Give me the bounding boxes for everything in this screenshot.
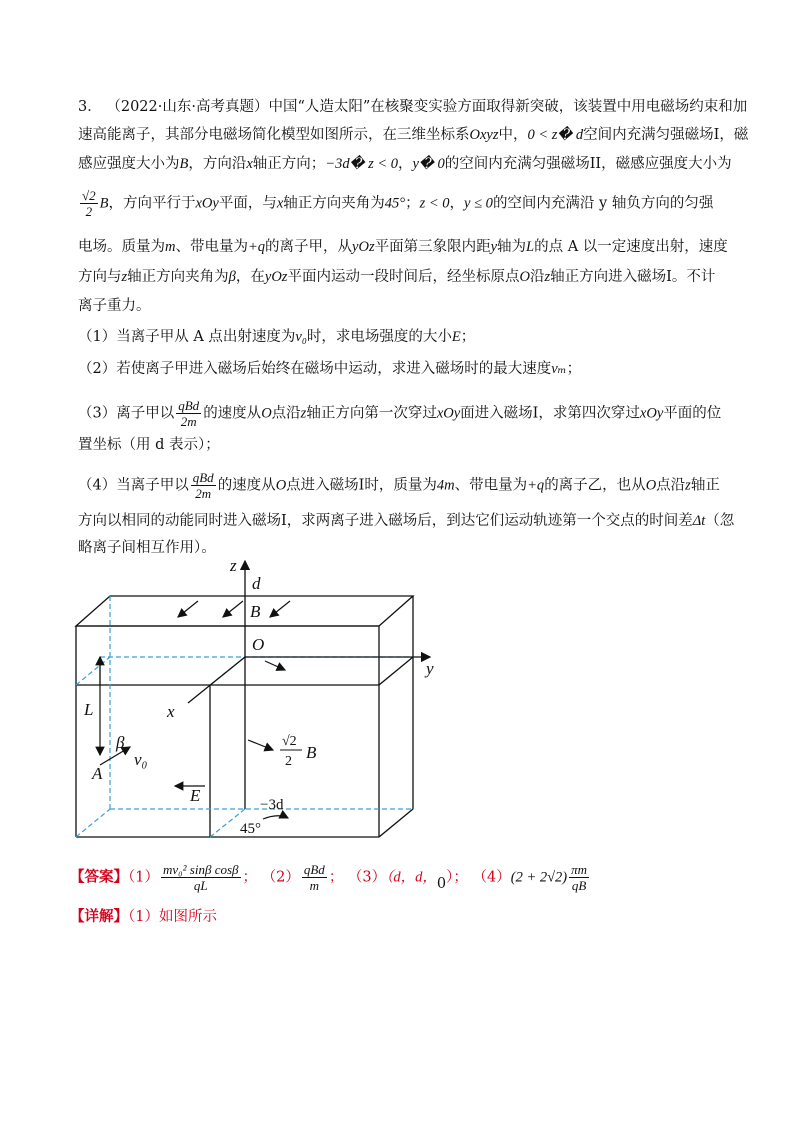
text: 空间内充满匀强磁场I，磁 bbox=[583, 127, 749, 143]
math: O bbox=[275, 477, 287, 494]
label-A: A bbox=[92, 764, 103, 783]
question-line-4 bbox=[78, 188, 713, 219]
math: y ≤ 0 bbox=[464, 195, 493, 212]
numerator: mv₀² sinβ cosβ bbox=[162, 862, 239, 877]
answer-2-fraction bbox=[302, 862, 327, 893]
math: E bbox=[451, 329, 461, 345]
question-line-6 bbox=[78, 266, 715, 288]
answer-3-label: （3） bbox=[347, 869, 387, 886]
answer-4-label: （4） bbox=[472, 869, 511, 886]
answer-3-zero: 0 bbox=[436, 875, 447, 892]
question-line-2 bbox=[78, 124, 748, 146]
answer-1-label: （1） bbox=[128, 869, 159, 886]
math: z bbox=[685, 477, 691, 494]
text: 平面的位 bbox=[663, 405, 722, 422]
detail-label: 【详解】 bbox=[70, 908, 128, 925]
text: 离子重力。 bbox=[78, 298, 151, 314]
text: 感应强度大小为 bbox=[78, 156, 180, 172]
math: Oxyz bbox=[469, 127, 499, 143]
text: 的离子甲，从 bbox=[265, 239, 353, 255]
text: 时，求电场强度的大小 bbox=[306, 329, 452, 345]
text: 轴正方向夹角为 bbox=[283, 195, 385, 212]
math: z bbox=[300, 405, 307, 422]
detail-text: （1）如图所示 bbox=[128, 909, 217, 925]
denominator: qL bbox=[193, 878, 208, 893]
math: +q bbox=[247, 239, 266, 255]
part-1 bbox=[78, 326, 475, 348]
numerator: √2 bbox=[82, 188, 96, 203]
math: m bbox=[165, 239, 176, 255]
math: z bbox=[121, 269, 128, 285]
text: ，在 bbox=[235, 269, 265, 285]
text: 的速度从 bbox=[203, 405, 262, 422]
text: ； bbox=[405, 195, 420, 212]
math: O bbox=[645, 477, 657, 494]
part-4 bbox=[78, 470, 720, 501]
text: （4）当离子甲以 bbox=[78, 477, 189, 494]
text: 点沿 bbox=[271, 405, 301, 422]
question-source: （2022·山东·高考真题） bbox=[106, 99, 269, 115]
text: 轴正方向第一次穿过 bbox=[306, 405, 437, 422]
math: Δt bbox=[692, 513, 706, 529]
part-2 bbox=[78, 358, 581, 380]
math: +q bbox=[527, 477, 545, 494]
math: O bbox=[519, 269, 530, 285]
text: 的空间内充满沿 y 轴负方向的匀强 bbox=[492, 195, 714, 212]
sep: ）； bbox=[446, 869, 468, 886]
math: L bbox=[526, 239, 535, 255]
math: y bbox=[490, 239, 498, 255]
math: O bbox=[261, 405, 272, 422]
answer-4-value: (2 + 2√2) bbox=[510, 869, 568, 886]
text: （2）若使离子甲进入磁场后始终在磁场中运动，求进入磁场时的最大速度 bbox=[78, 361, 552, 377]
math: z bbox=[544, 269, 551, 285]
question-line-5 bbox=[78, 236, 728, 258]
text: 速高能离子，其部分电磁场简化模型如图所示，在三维坐标系 bbox=[78, 127, 470, 143]
math: yOz bbox=[264, 269, 288, 285]
label-O: O bbox=[252, 635, 265, 654]
x-axis bbox=[188, 657, 245, 703]
text: 电场。质量为 bbox=[78, 239, 165, 255]
text: 轴正方向； bbox=[252, 156, 326, 172]
text: （忽 bbox=[705, 513, 735, 529]
answer-label: 【答案】 bbox=[70, 868, 128, 886]
math: v₀ bbox=[295, 329, 307, 345]
math: xOy bbox=[195, 195, 219, 212]
math: xOy bbox=[639, 405, 664, 422]
text: （1）当离子甲从 A 点出射速度为 bbox=[78, 329, 296, 345]
numerator: πm bbox=[571, 862, 588, 877]
text: 方向与 bbox=[78, 269, 122, 285]
math: x bbox=[246, 156, 253, 172]
text: ，方向平行于 bbox=[108, 195, 196, 212]
question-line-7 bbox=[78, 295, 151, 317]
text: 轴正方向进入磁场I。不计 bbox=[550, 269, 716, 285]
text: 点进入磁场I时，质量为 bbox=[286, 477, 437, 494]
text: 平面，与 bbox=[218, 195, 277, 212]
fraction bbox=[191, 470, 216, 501]
label-B2: B bbox=[306, 743, 317, 762]
denominator: m bbox=[309, 878, 320, 893]
text: 平面第三象限内距 bbox=[374, 239, 491, 255]
math: vₘ bbox=[551, 361, 567, 377]
sep: ； bbox=[328, 869, 344, 886]
label-L: L bbox=[84, 700, 94, 719]
text: 面进入磁场I，求第四次穿过 bbox=[460, 405, 640, 422]
math: 45° bbox=[384, 195, 406, 212]
denominator: qB bbox=[571, 878, 587, 893]
label-2: 2 bbox=[285, 754, 292, 769]
label-E: E bbox=[190, 786, 201, 805]
text: 方向以相同的动能同时进入磁场I，求两离子进入磁场后，到达它们运动轨迹第一个交点的时间差 bbox=[78, 513, 693, 529]
label-minus3d: −3d bbox=[260, 797, 284, 813]
text: 略离子间相互作用）。 bbox=[78, 540, 216, 556]
text: 、带电量为 bbox=[175, 239, 248, 255]
text: ； bbox=[566, 361, 582, 377]
answer-1-fraction bbox=[161, 862, 241, 893]
sep: ； bbox=[242, 869, 258, 886]
math: yOz bbox=[352, 239, 375, 255]
text: 平面内运动一段时间后，经坐标原点 bbox=[287, 269, 520, 285]
math: −3d� z < 0 bbox=[325, 156, 399, 172]
text: 中， bbox=[498, 127, 528, 143]
question-number: 3． bbox=[78, 99, 102, 115]
numerator: qBd bbox=[178, 398, 200, 413]
answer-2-label: （2） bbox=[261, 869, 300, 886]
answer-line bbox=[70, 862, 591, 893]
text: 的离子乙，也从 bbox=[544, 477, 646, 494]
math: 0 < z� d bbox=[527, 127, 584, 143]
math: B bbox=[99, 195, 109, 212]
physics-diagram bbox=[70, 555, 460, 850]
text: 轴正方向夹角为 bbox=[127, 269, 229, 285]
text: ，方向沿 bbox=[188, 156, 247, 172]
text: 、带电量为 bbox=[454, 477, 528, 494]
label-B: B bbox=[250, 602, 261, 621]
fraction bbox=[176, 398, 201, 429]
text: 的点 A 以一定速度出射，速度 bbox=[534, 239, 728, 255]
label-v0: v₀ bbox=[134, 750, 148, 769]
question-line-3 bbox=[78, 153, 732, 175]
label-y: y bbox=[426, 659, 434, 678]
text: ， bbox=[398, 156, 413, 172]
part-3-cont bbox=[78, 434, 220, 456]
text: 置坐标（用 d 表示）； bbox=[78, 437, 220, 453]
text: 轴为 bbox=[497, 239, 527, 255]
text: 的速度从 bbox=[217, 477, 276, 494]
math: 4m bbox=[436, 477, 455, 494]
numerator: qBd bbox=[303, 862, 325, 877]
label-sqrt2: √2 bbox=[282, 734, 297, 749]
text: 点沿 bbox=[656, 477, 686, 494]
text: （3）离子甲以 bbox=[78, 405, 175, 422]
label-45deg: 45° bbox=[240, 821, 261, 837]
text: ； bbox=[460, 329, 476, 345]
part-3 bbox=[78, 398, 721, 429]
numerator: qBd bbox=[192, 470, 214, 485]
math: β bbox=[228, 269, 236, 285]
answer-4-fraction bbox=[569, 862, 589, 893]
label-beta: β bbox=[116, 733, 125, 752]
text: 沿 bbox=[529, 269, 545, 285]
math: xOy bbox=[436, 405, 461, 422]
part-4-cont bbox=[78, 510, 734, 532]
text: 的空间内充满匀强磁场II，磁感应强度大小为 bbox=[444, 156, 732, 172]
text: ， bbox=[449, 195, 465, 212]
question-line-1 bbox=[78, 96, 747, 118]
detail-line bbox=[70, 906, 217, 928]
label-d: d bbox=[252, 574, 261, 593]
answer-3-value: （d，d， bbox=[386, 869, 437, 886]
math: y� 0 bbox=[412, 156, 445, 172]
denominator: 2 bbox=[85, 204, 93, 219]
denominator: 2m bbox=[180, 414, 197, 429]
label-x: x bbox=[167, 702, 175, 721]
fraction bbox=[80, 188, 98, 219]
math: z < 0 bbox=[419, 195, 450, 212]
text: 轴正 bbox=[690, 477, 720, 494]
label-z: z bbox=[230, 556, 237, 575]
denominator: 2m bbox=[195, 486, 212, 501]
math: B bbox=[179, 156, 189, 172]
text: 中国“人造太阳”在核聚变实验方面取得新突破，该装置中用电磁场约束和加 bbox=[268, 99, 748, 115]
math: x bbox=[276, 195, 284, 212]
